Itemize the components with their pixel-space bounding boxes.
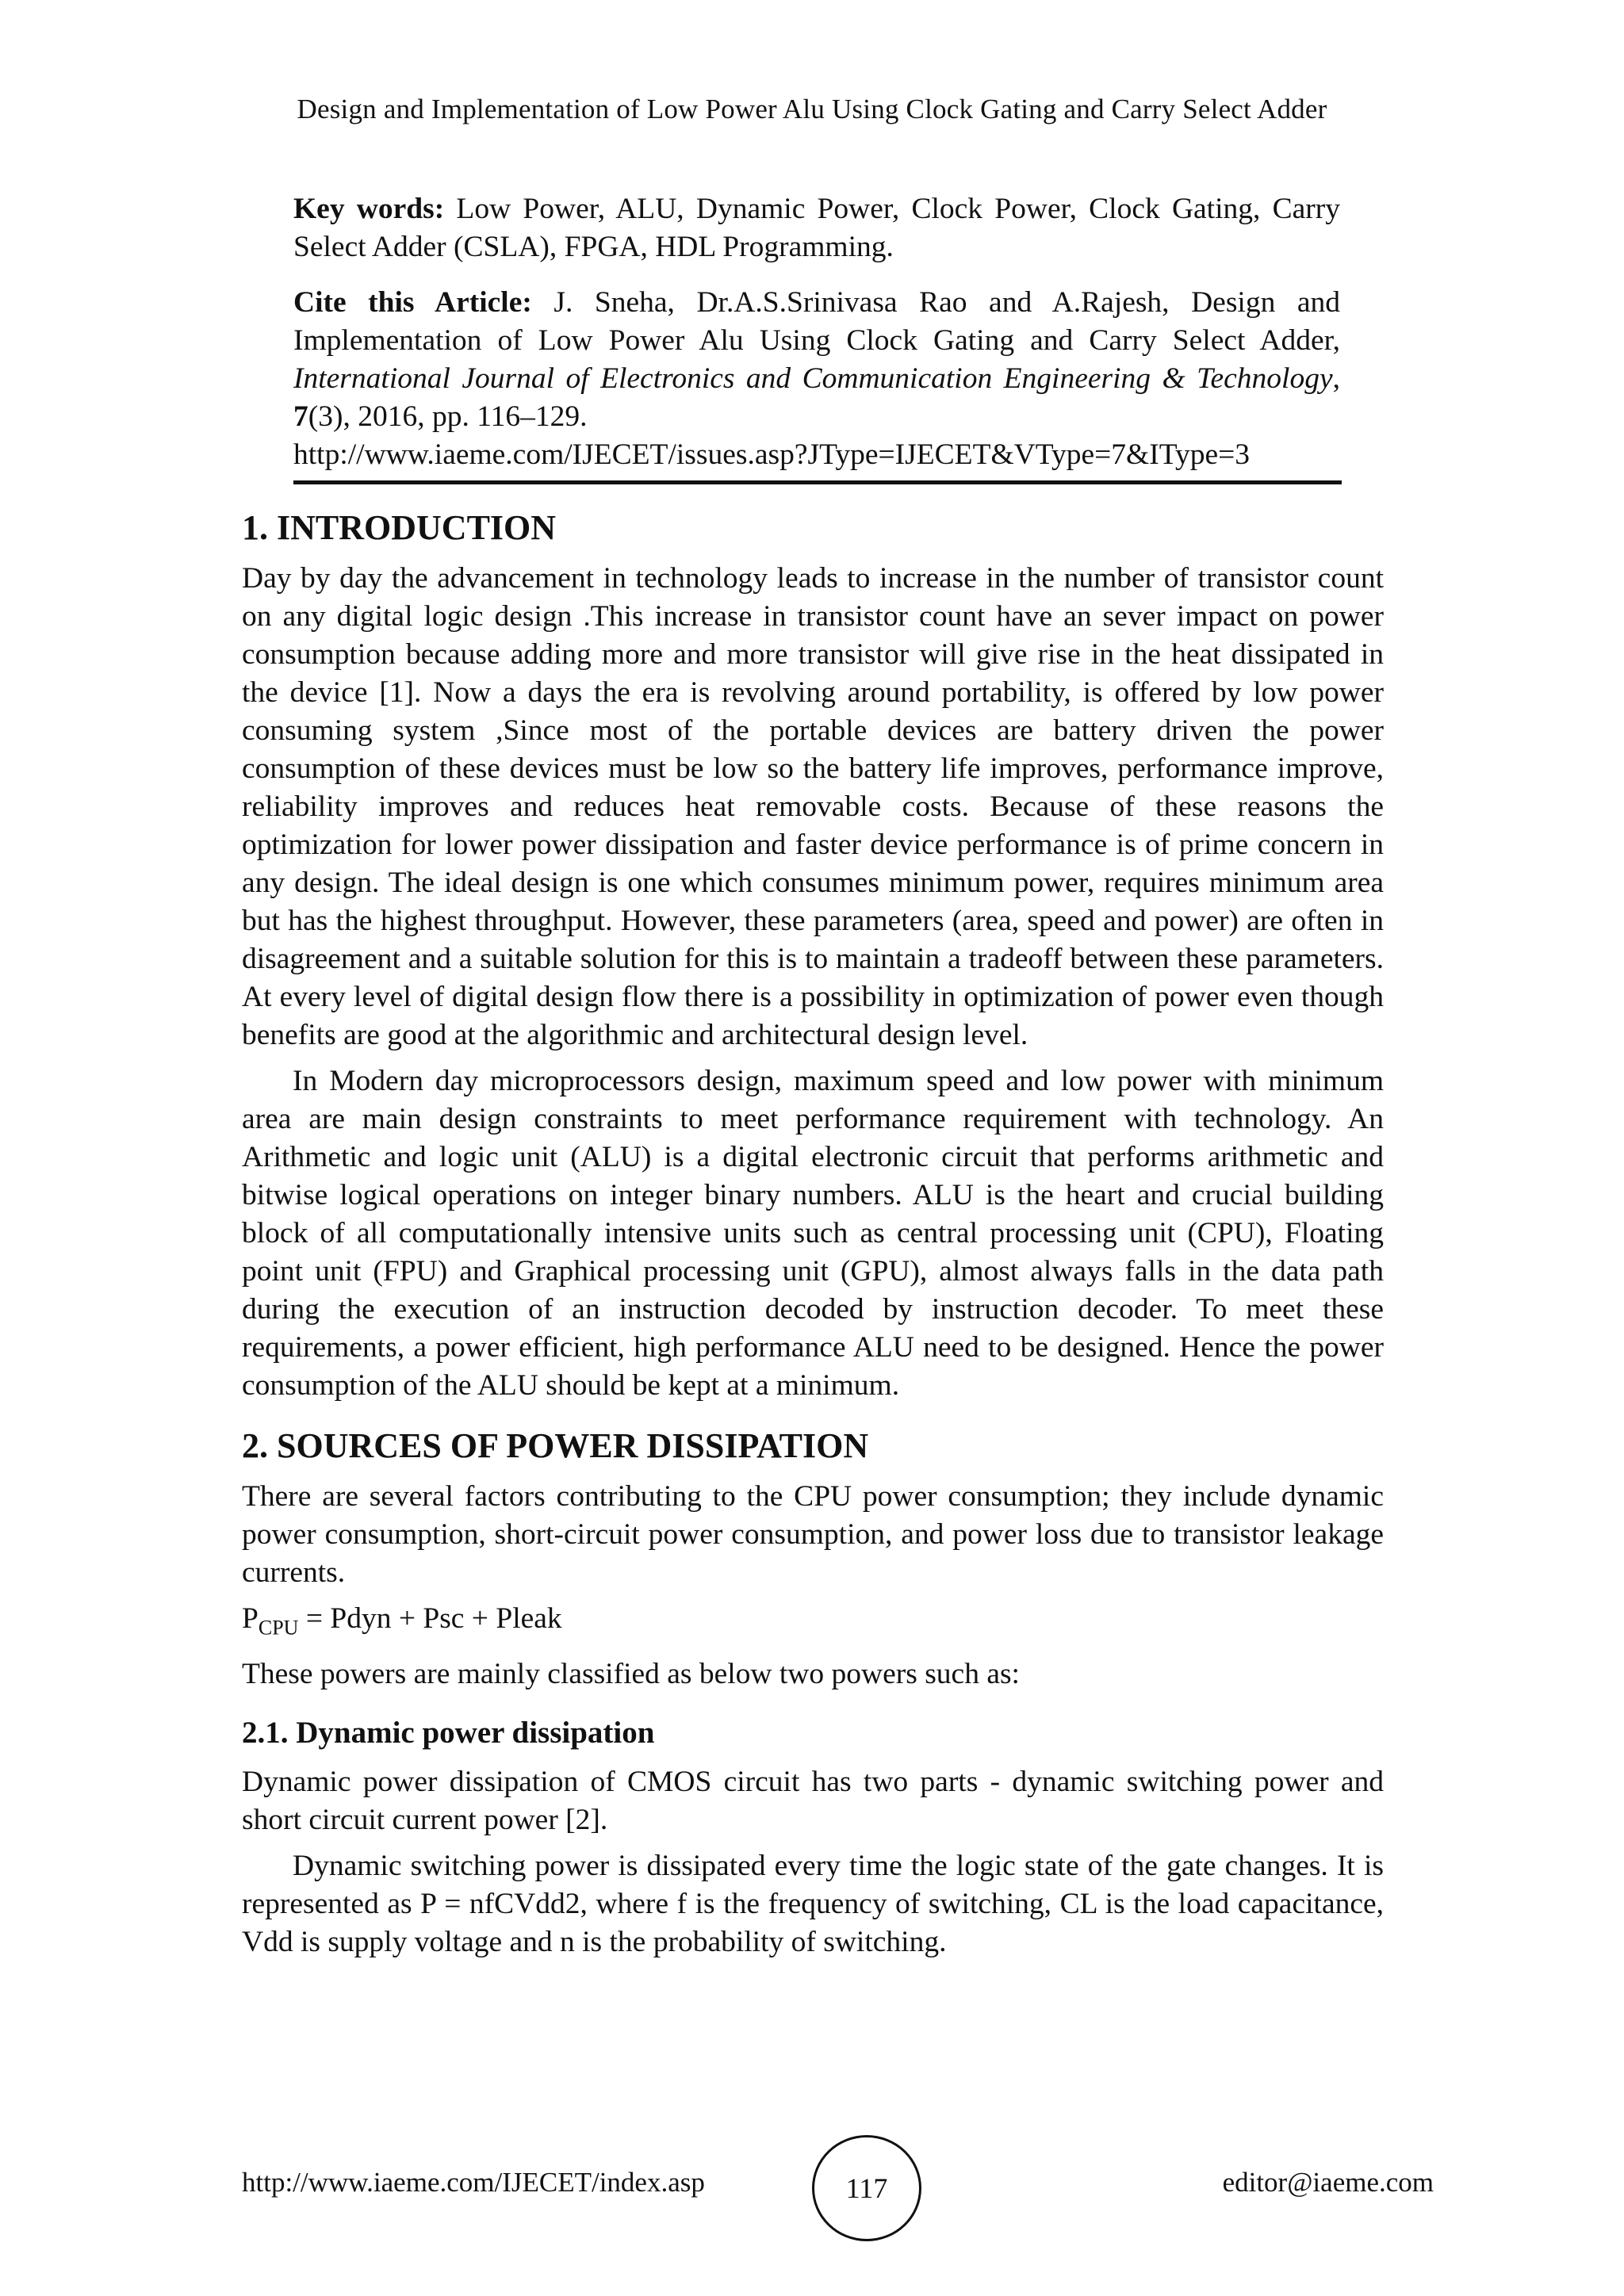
footer-email-link[interactable]: editor@iaeme.com <box>1222 2167 1434 2198</box>
dynamic-paragraph-2: Dynamic switching power is dissipated every time the logic state of the gate changes. It is represented as P = nfCVdd2, where f is the frequency of switching, CL is the load capacitance, Vdd is supply voltage and n is the probability of switching. <box>242 1849 1384 1958</box>
intro-paragraph-1: Day by day the advancement in technology leads to increase in the number of transistor count on any digital logic design .This increase in transistor count have an sever impact on power consumption because adding more and more transistor will give rise in the heat dissipated in the device [1]. Now a days the era is revolving around portability, is offered by low power consuming system ,Since most of the portable devices are battery driven the power consumption of these devices must be low so the battery life improves, performance improve, reliability improves and reduces heat removable costs. Because of these reasons the optimization for lower power dissipation and faster device performance is of prime concern in any design. The ideal design is one which consumes minimum power, requires minimum area but has the highest throughput. However, these parameters (area, speed and power) are often in disagreement and a suitable solution for this is to maintain a tradeoff between these parameters. At every level of digital design flow there is a possibility in optimization of power even though benefits are good at the algorithmic and architectural design level. <box>242 562 1384 1051</box>
cite-rest: (3), 2016, pp. 116–129. <box>308 400 588 433</box>
footer-url-link[interactable]: http://www.iaeme.com/IJECET/index.asp <box>242 2167 705 2198</box>
running-title: Design and Implementation of Low Power Alu Using Clock Gating and Carry Select Adder <box>297 94 1327 124</box>
formula-sub: CPU <box>258 1616 299 1640</box>
intro-paragraph-2: In Modern day microprocessors design, maximum speed and low power with minimum area are main design constraints to meet performance requirement with technology. An Arithmetic and logic unit (ALU) is a digital electronic circuit that performs arithmetic and bitwise logical operations on integer binary numbers. ALU is the heart and crucial building block of all computationally intensive units such as central processing unit (CPU), Floating point unit (FPU) and Graphical processing unit (GPU), almost always falls in the data path during the execution of an instruction decoded by instruction decoder. To meet these requirements, a power efficient, high performance ALU need to be designed. Hence the power consumption of the ALU should be kept at a minimum. <box>242 1065 1384 1402</box>
cite-journal: International Journal of Electronics and Communication Engineering & Technology <box>293 362 1333 395</box>
keywords-text: Low Power, ALU, Dynamic Power, Clock Power, Clock Gating, Carry Select Adder (CSLA), FPGA, HDL Programming. <box>293 193 1340 263</box>
cite-authors: J. Sneha, Dr.A.S.Srinivasa Rao and A.Rajesh, Design and Implementation of Low Power Alu Using Clock Gating and Carry Select Adder, <box>293 286 1341 357</box>
dynamic-paragraph-1: Dynamic power dissipation of CMOS circuit has two parts - dynamic switching power and short circuit current power [2]. <box>242 1765 1384 1836</box>
power-formula <box>242 1600 1384 1647</box>
front-matter <box>293 190 1340 492</box>
cite-label: Cite this Article: <box>293 286 532 319</box>
section-divider <box>293 480 1342 484</box>
page-number: 117 <box>812 2135 921 2241</box>
cite-volume: 7 <box>293 400 308 433</box>
section-2-heading: 2. SOURCES OF POWER DISSIPATION <box>242 1426 869 1465</box>
cite-sep: , <box>1332 362 1340 395</box>
section-1-heading: 1. INTRODUCTION <box>242 508 557 547</box>
formula-p: P <box>242 1602 259 1635</box>
keywords <box>293 190 1340 266</box>
formula-rest: = Pdyn + Psc + Pleak <box>298 1602 562 1635</box>
subsection-2-1-heading: 2.1. Dynamic power dissipation <box>242 1715 655 1750</box>
keywords-label: Key words: <box>293 193 445 225</box>
citation <box>293 284 1340 474</box>
power-paragraph-1: There are several factors contributing to the CPU power consumption; they include dynamic power consumption, short-circuit power consumption, and power loss due to transistor leakage currents. <box>242 1480 1384 1589</box>
power-paragraph-2: These powers are mainly classified as below two powers such as: <box>242 1657 1020 1690</box>
cite-url-link[interactable]: http://www.iaeme.com/IJECET/issues.asp?JType=IJECET&VType=7&IType=3 <box>293 438 1251 471</box>
main-body <box>242 504 1384 1969</box>
